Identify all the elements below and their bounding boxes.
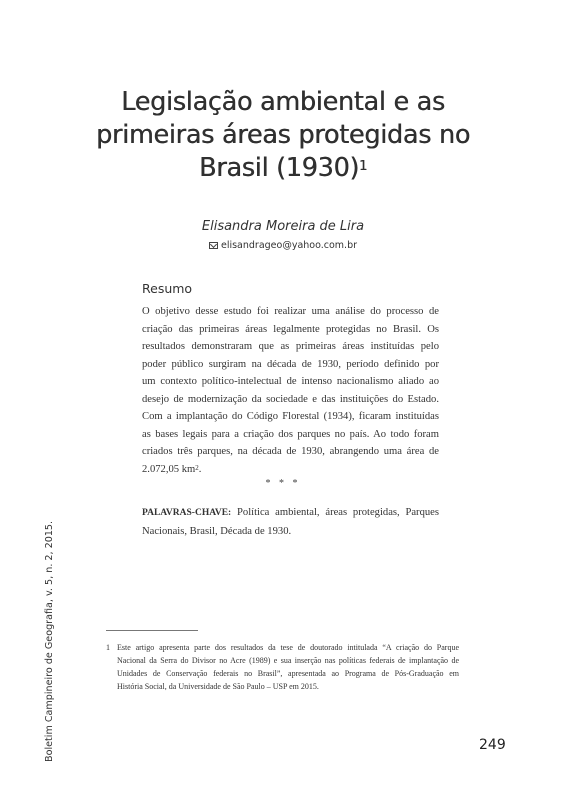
footnote-number: 1 <box>106 643 110 652</box>
keywords-label: PALAVRAS-CHAVE: <box>142 508 232 518</box>
keywords-line: Nacionais, Brasil, Década de 1930. <box>142 525 292 537</box>
abstract-line: O objetivo desse estudo foi realizar uma análise do processo de <box>142 306 439 317</box>
article-title <box>60 86 506 185</box>
footnote-text <box>117 641 459 693</box>
keywords-text: Política ambiental, áreas protegidas, Parques <box>237 507 440 518</box>
superscript: 2 <box>195 463 199 472</box>
footnote <box>106 641 459 693</box>
abstract-line: Com a implantação do Código Florestal (1934), ficaram instituídas <box>142 411 439 422</box>
footnote-line: Unidades de Conservação federais no Brasil”, apresentada ao Programa de Pós-Graduação em <box>117 669 459 678</box>
abstract-line: poder público surgiram na década de 1930, período definido por <box>142 358 439 370</box>
footnote-line: Nacional da Serra do Divisor no Acre (1989) e sua inserção nas políticas federais de implantação de <box>117 656 459 665</box>
footnote-line: Este artigo apresenta parte dos resultados da tese de doutorado intitulada “A criação do Parque <box>117 643 459 652</box>
abstract-line: criados três parques, na década de 1930, abrangendo uma área de <box>142 446 439 457</box>
keywords <box>142 504 439 540</box>
section-separator: * * * <box>265 478 301 489</box>
page-number: 249 <box>479 737 506 753</box>
footnote-line: História Social, da Universidade de São Paulo – USP em 2015. <box>117 682 319 691</box>
abstract-heading: Resumo <box>142 281 193 296</box>
abstract-line: as bases legais para a criação dos parques no país. Ao todo foram <box>142 428 439 440</box>
keywords-line <box>142 504 439 523</box>
envelope-icon <box>209 242 218 249</box>
abstract-body <box>142 303 439 478</box>
footnote-divider <box>106 630 198 631</box>
abstract-line: criação das primeiras áreas legalmente protegidas no Brasil. Os <box>142 323 439 335</box>
abstract-last-text: 2.072,05 km <box>142 463 196 475</box>
abstract-line: um contexto político-intelectual de intenso nacionalismo aliado ao <box>142 376 439 387</box>
title-line: primeiras áreas protegidas no <box>95 120 471 150</box>
abstract-last-end: . <box>198 463 202 475</box>
abstract-line <box>142 461 439 479</box>
title-line <box>60 152 506 185</box>
author-email <box>0 240 566 251</box>
title-footnote-mark[interactable]: 1 <box>359 159 368 174</box>
title-line-text: Brasil (1930) <box>198 153 360 183</box>
abstract-line: resultados demonstraram que as primeiras áreas instituídas pelo <box>142 341 439 352</box>
author-name: Elisandra Moreira de Lira <box>201 219 365 234</box>
title-line: Legislação ambiental e as <box>121 87 445 117</box>
journal-reference: Boletim Campineiro de Geografia, v. 5, n. 2, 2015. <box>44 520 55 762</box>
abstract-line: desejo de modernização da sociedade e das instituições do Estado. <box>142 393 439 405</box>
email-text[interactable]: elisandrageo@yahoo.com.br <box>220 240 358 251</box>
